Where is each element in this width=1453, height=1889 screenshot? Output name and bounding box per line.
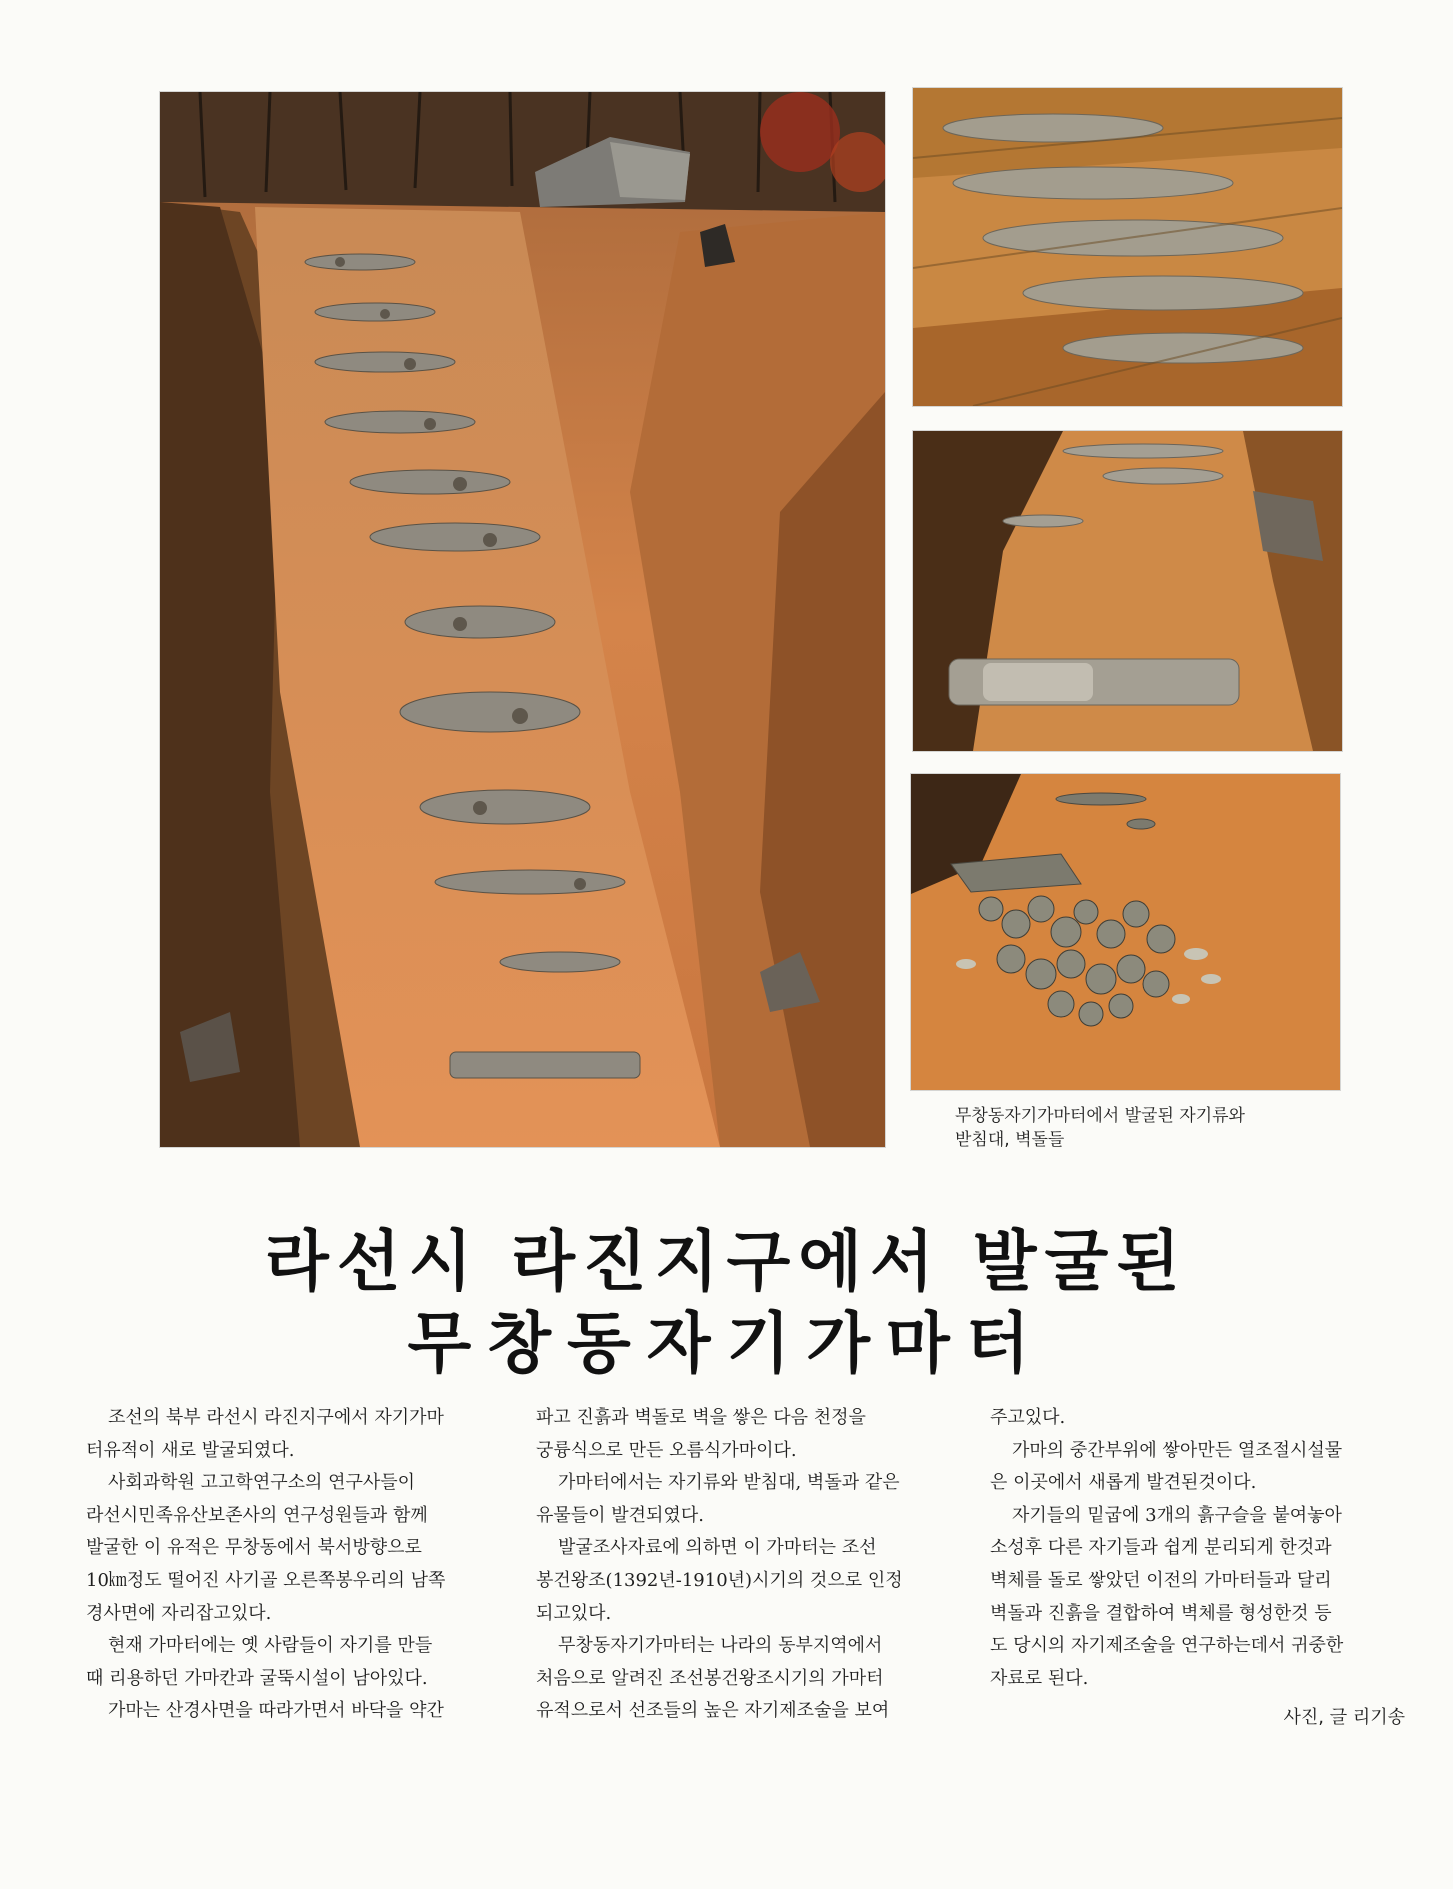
headline-line-2: 무창동자기가마터 (407, 1305, 1046, 1382)
bottom-right-photo-graphic (911, 774, 1340, 1090)
body-line: 되고있다. (536, 1602, 612, 1624)
body-line: 주고있다. (990, 1407, 1066, 1428)
body-line: 유적으로서 선조들의 높은 자기제조술을 보여 (536, 1700, 890, 1722)
body-line: 처음으로 알려진 조선봉건왕조시기의 가마터 (536, 1667, 884, 1689)
body-line: 자기들의 밑굽에 3개의 흙구슬을 붙여놓아 (1012, 1504, 1342, 1526)
body-line: 유물들이 발견되였다. (536, 1504, 704, 1526)
photo-caption (955, 1104, 1315, 1152)
porcelain-shards-photo (911, 774, 1340, 1090)
stacked-stones-photo (913, 88, 1342, 406)
article-column-1 (86, 1402, 500, 1728)
body-line: 터유적이 새로 발굴되였다. (86, 1439, 295, 1461)
body-line: 사회과학원 고고학연구소의 연구사들이 (108, 1472, 416, 1494)
body-line: 궁륭식으로 만든 오름식가마이다. (536, 1439, 797, 1461)
body-line: 도 당시의 자기제조술을 연구하는데서 귀중한 (990, 1635, 1344, 1657)
body-line: 현재 가마터에는 옛 사람들이 자기를 만들 (108, 1635, 433, 1657)
body-line: 벽돌과 진흙을 결합하여 벽체를 형성한것 등 (990, 1602, 1332, 1624)
body-line: 때 리용하던 가마칸과 굴뚝시설이 남아있다. (86, 1667, 428, 1689)
top-right-photo-graphic (913, 88, 1342, 406)
caption-line-2: 받침대, 벽돌들 (955, 1130, 1065, 1150)
caption-line-1: 무창동자기가마터에서 발굴된 자기류와 (955, 1106, 1245, 1126)
body-line: 무창동자기가마터는 나라의 동부지역에서 (558, 1635, 883, 1657)
body-line: 봉건왕조(1392년-1910년)시기의 것으로 인정 (536, 1569, 903, 1591)
kiln-floor-photo (913, 431, 1342, 751)
body-line: 경사면에 자리잡고있다. (86, 1602, 272, 1624)
body-line: 가마는 산경사면을 따라가면서 바닥을 약간 (108, 1700, 444, 1722)
body-line: 10㎞정도 떨어진 사기골 오른쪽봉우리의 남쪽 (86, 1569, 446, 1591)
body-line: 가마의 중간부위에 쌓아만든 열조절시설물 (1012, 1439, 1343, 1461)
body-line: 라선시민족유산보존사의 연구성원들과 함께 (86, 1504, 428, 1526)
main-photo-graphic (160, 92, 885, 1147)
body-line: 발굴한 이 유적은 무창동에서 북서방향으로 (86, 1537, 422, 1559)
body-line: 가마터에서는 자기류와 받침대, 벽돌과 같은 (558, 1472, 900, 1494)
body-line: 파고 진흙과 벽돌로 벽을 쌓은 다음 천정을 (536, 1407, 866, 1428)
body-line: 벽체를 돌로 쌓았던 이전의 가마터들과 달리 (990, 1569, 1332, 1591)
body-line: 소성후 다른 자기들과 쉽게 분리되게 한것과 (990, 1537, 1332, 1559)
mid-right-photo-graphic (913, 431, 1342, 751)
body-line: 발굴조사자료에 의하면 이 가마터는 조선 (558, 1537, 877, 1559)
headline-line-1: 라선시 라진지구에서 발굴된 (264, 1223, 1189, 1300)
main-excavation-photo (160, 92, 885, 1147)
article-column-3 (990, 1402, 1404, 1695)
body-line: 자료로 된다. (990, 1667, 1089, 1689)
photo-text-credit: 사진, 글 리기송 (1283, 1707, 1405, 1728)
body-line: 은 이곳에서 새롭게 발견된것이다. (990, 1472, 1257, 1494)
body-line: 조선의 북부 라선시 라진지구에서 자기가마 (108, 1407, 444, 1428)
article-column-2 (536, 1402, 950, 1728)
